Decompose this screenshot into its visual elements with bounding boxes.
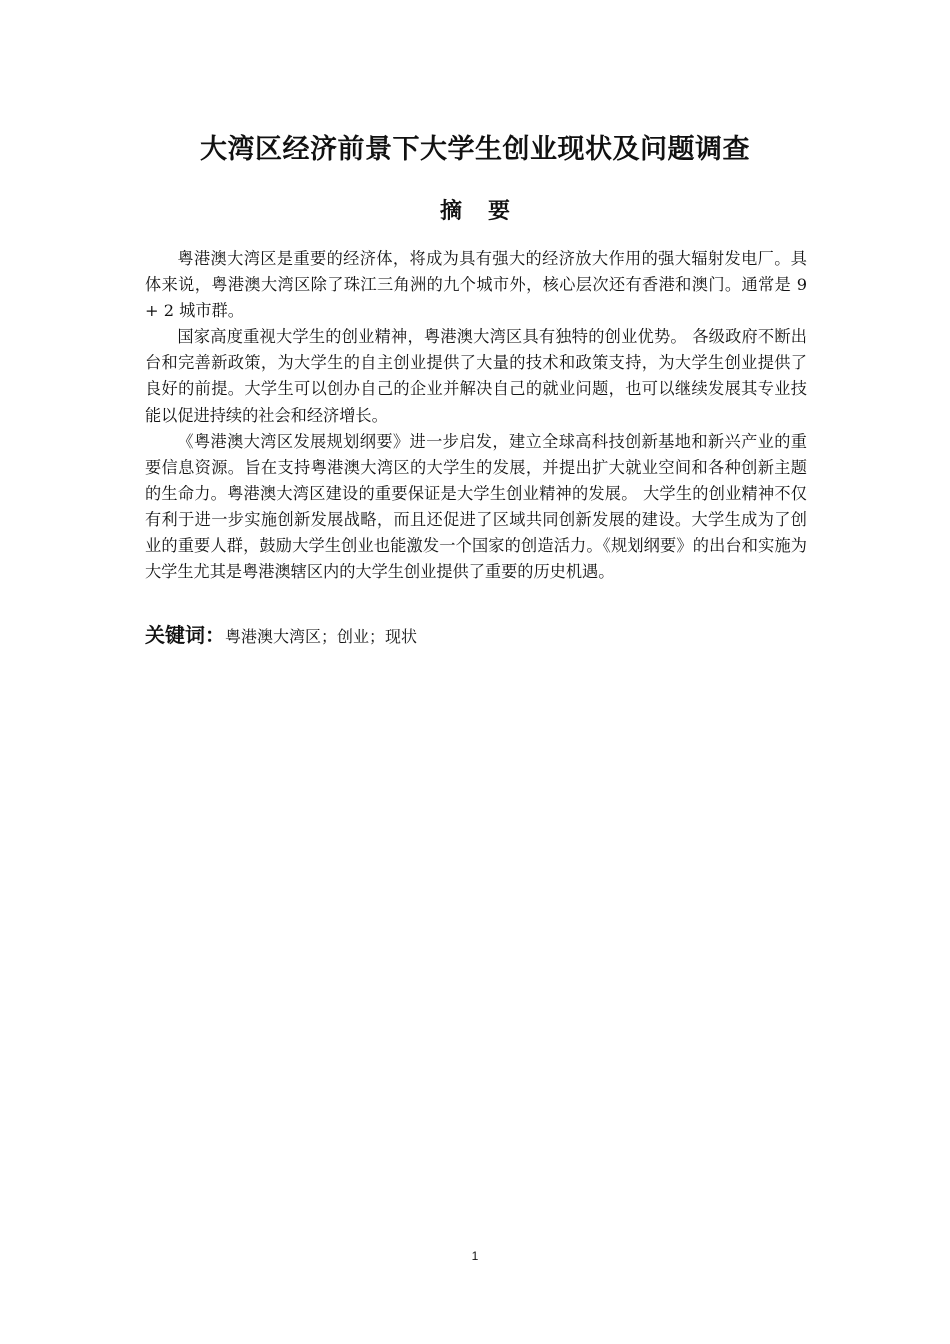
- abstract-paragraph-1: 粤港澳大湾区是重要的经济体，将成为具有强大的经济放大作用的强大辐射发电厂。具体来说，粤港澳大湾区除了珠江三角洲的九个城市外，核心层次还有香港和澳门。通常是 9 + 2 城市群。: [145, 249, 807, 321]
- page-number: 1: [471, 1249, 479, 1263]
- keywords-label: 关键词：: [145, 623, 225, 647]
- abstract-body: [145, 246, 807, 585]
- keywords-text: 粤港澳大湾区；创业；现状: [225, 627, 418, 646]
- document-title: 大湾区经济前景下大学生创业现状及问题调查: [200, 134, 750, 165]
- abstract-paragraph-2: 国家高度重视大学生的创业精神，粤港澳大湾区具有独特的创业优势。 各级政府不断出台和完善新政策，为大学生的自主创业提供了大量的技术和政策支持，为大学生创业提供了良好的前提。大学生可以创办自己的企业并解决自己的就业问题，也可以继续发展其专业技能以促进持续的社会和经济增长。: [145, 327, 807, 425]
- keywords-line: [145, 620, 807, 652]
- abstract-heading: 摘要: [439, 199, 536, 224]
- abstract-paragraph-3: 《粤港澳大湾区发展规划纲要》进一步启发，建立全球高科技创新基地和新兴产业的重要信息资源。旨在支持粤港澳大湾区的大学生的发展，并提出扩大就业空间和各种创新主题的生命力。粤港澳大湾区建设的重要保证是大学生创业精神的发展。 大学生的创业精神不仅有利于进一步实施创新发展战略，而且还促进了区域共同创新发展的建设。大学生成为了创业的重要人群，鼓励大学生创业也能激发一个国家的创造活力。《规划纲要》的出台和实施为大学生尤其是粤港澳辖区内的大学生创业提供了重要的历史机遇。: [145, 431, 807, 582]
